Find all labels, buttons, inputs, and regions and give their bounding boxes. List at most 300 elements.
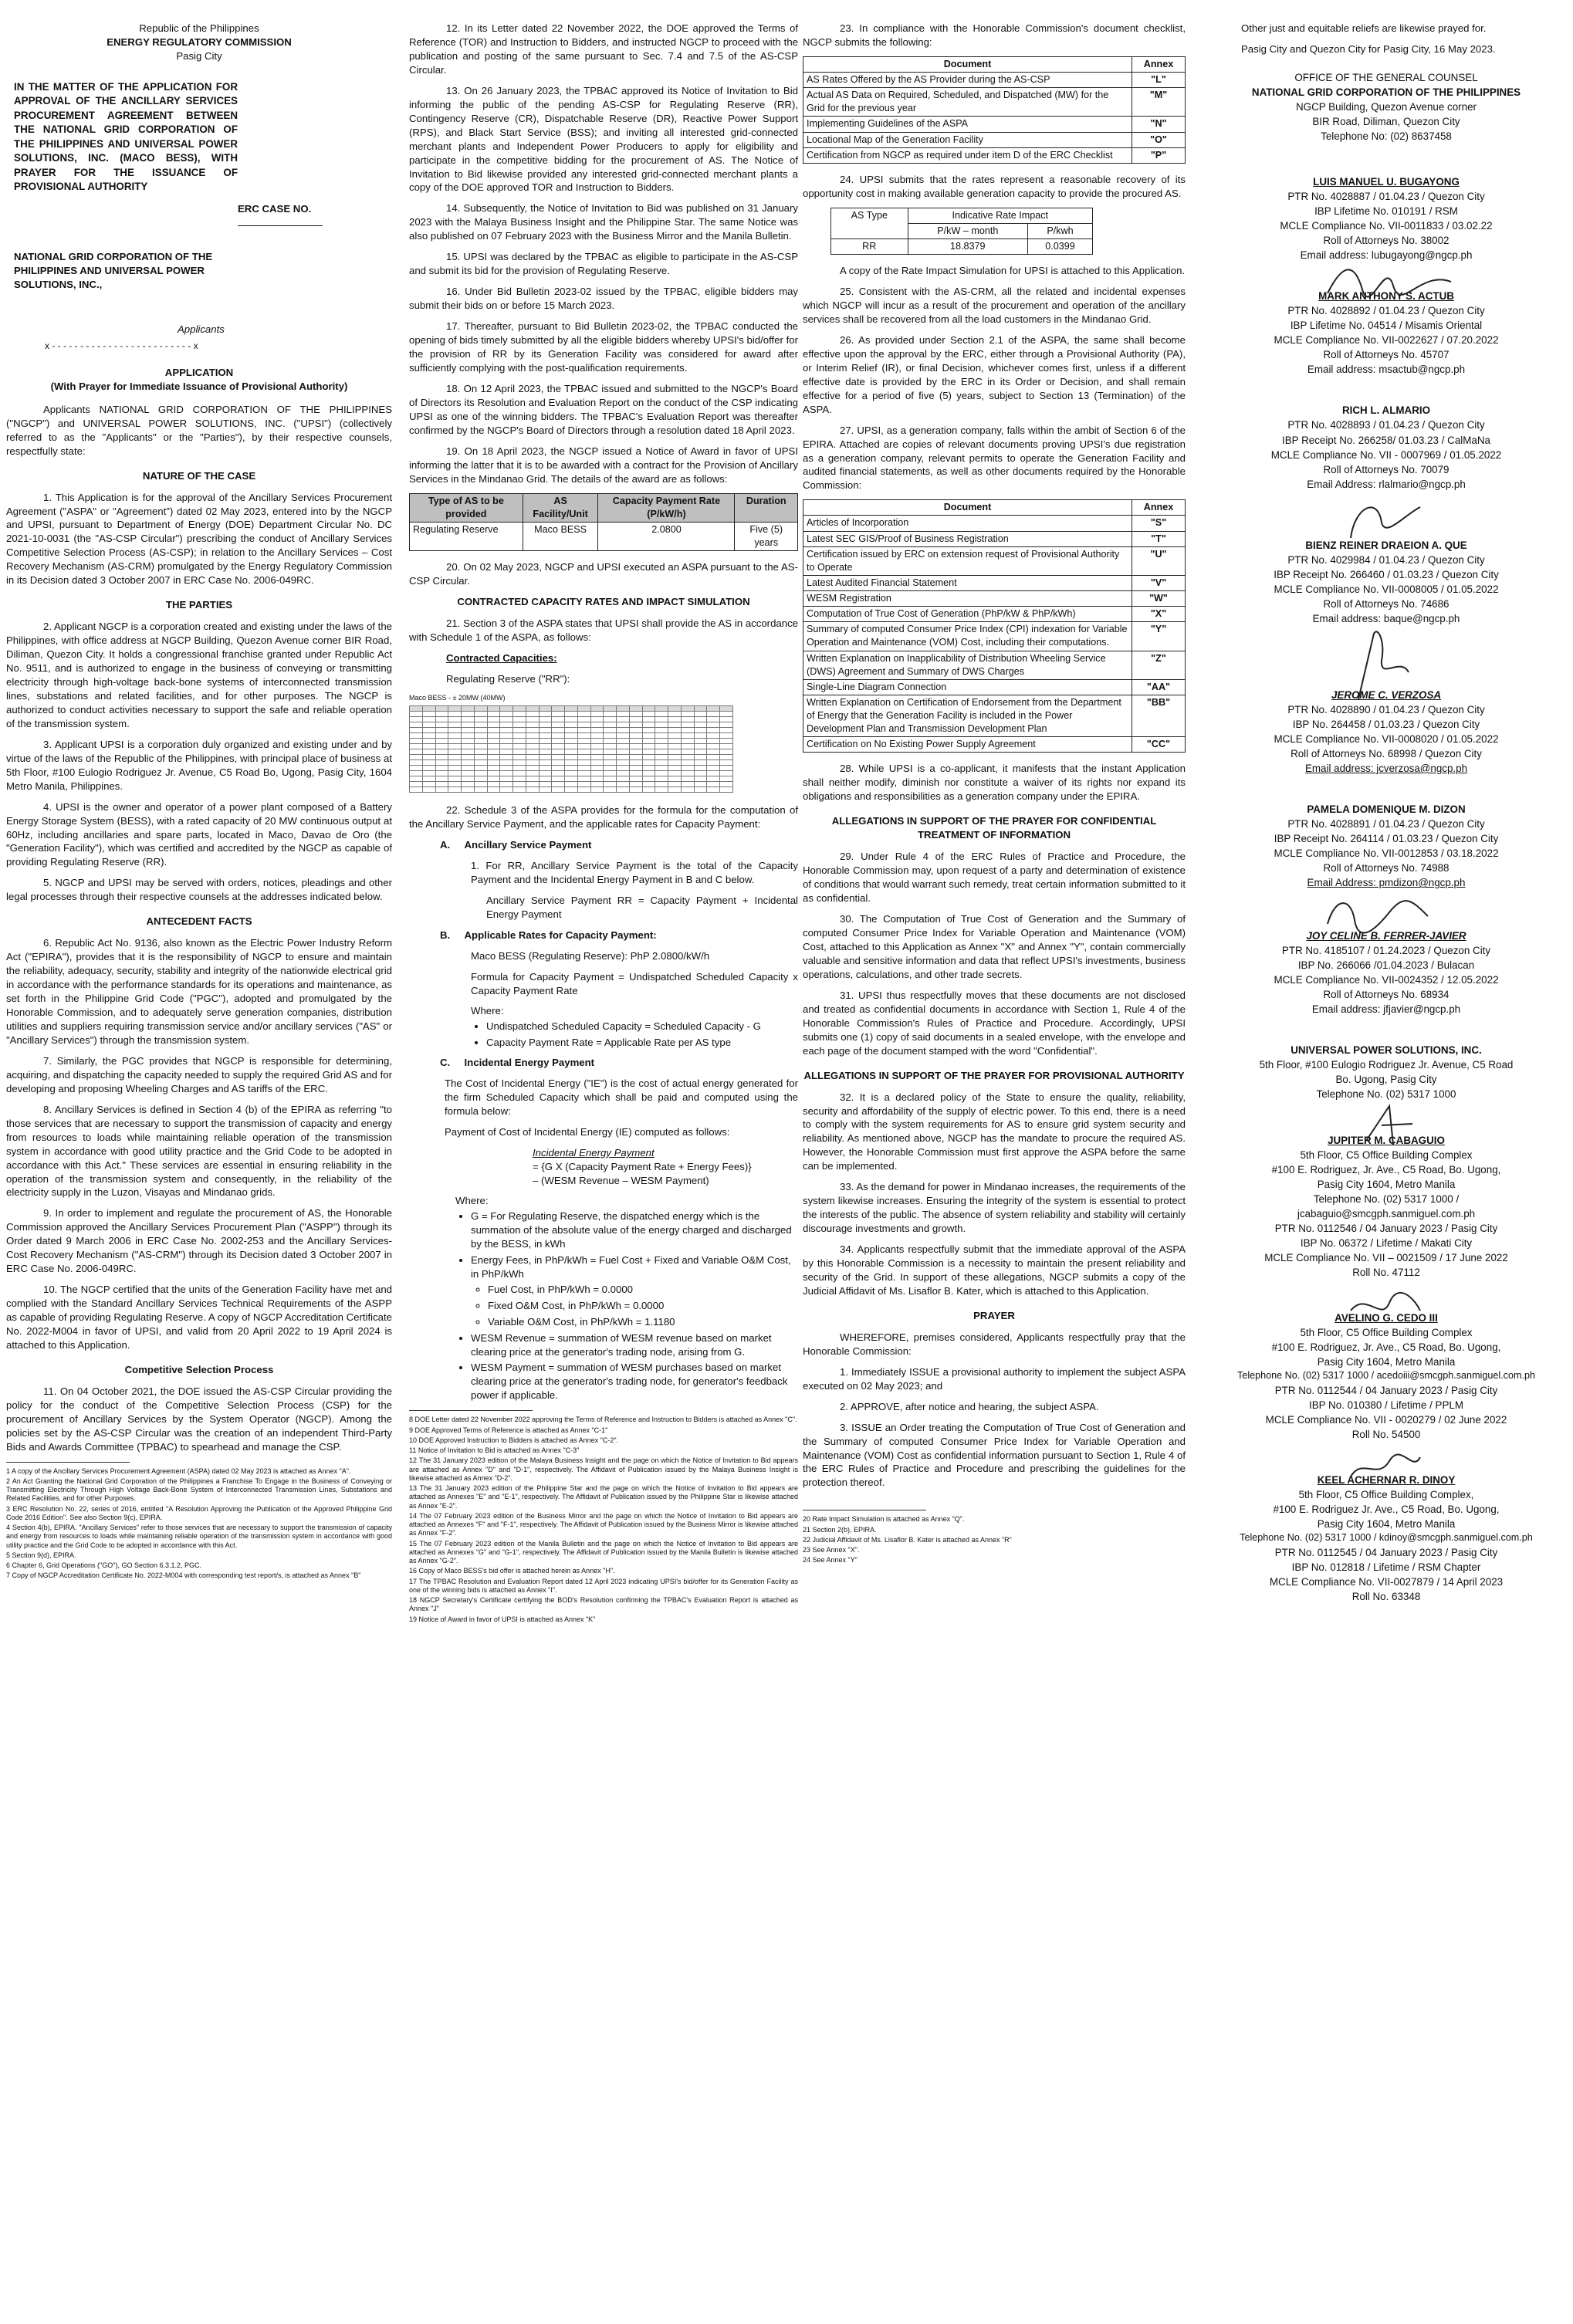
schedule-cell	[487, 717, 500, 722]
schedule-row	[410, 766, 733, 771]
schedule-cell	[474, 722, 487, 728]
schedule-cell	[604, 760, 617, 766]
schedule-cell	[448, 749, 462, 755]
heading-contracted: CONTRACTED CAPACITY RATES AND IMPACT SIMULATION	[457, 596, 750, 607]
table-row	[803, 679, 1186, 695]
schedule-cell	[422, 712, 435, 717]
schedule-cell	[655, 717, 668, 722]
schedule-cell	[694, 755, 707, 760]
republic: Republic of the Philippines	[139, 22, 259, 34]
schedule-cell	[590, 728, 604, 733]
schedule-cell	[604, 787, 617, 793]
schedule-cell	[694, 712, 707, 717]
schedule-cell	[552, 717, 565, 722]
schedule-cell	[474, 739, 487, 744]
schedule-cell	[629, 722, 642, 728]
section-a-text: 1. For RR, Ancillary Service Payment is the total of the Capacity Payment and the Incidental Energy Payment in B and C below.	[471, 859, 798, 885]
case-parties: NATIONAL GRID CORPORATION OF THE PHILIPPINES AND UNIVERSAL POWER SOLUTIONS, INC.,	[14, 250, 213, 290]
schedule-cell	[617, 776, 630, 782]
schedule-cell	[448, 782, 462, 787]
schedule-cell	[410, 706, 423, 712]
schedule-cell	[435, 722, 448, 728]
section-b-letter: B.	[440, 929, 451, 941]
section-c-title: Incidental Energy Payment	[464, 1057, 595, 1069]
section-c-letter: C.	[440, 1057, 451, 1069]
counsel-line: Roll of Attorneys No. 70079	[1323, 463, 1450, 475]
schedule-cell	[539, 749, 552, 755]
schedule-cell	[668, 733, 682, 739]
footnote: 21 Section 2(b), EPIRA.	[803, 1525, 877, 1534]
schedule-cell	[707, 712, 720, 717]
table-cell: "X"	[1132, 607, 1186, 622]
paragraph-9: 9. In order to implement and regulate the procurement of AS, the Honorable Commission approved the Ancillary Services Procurement Plan ("ASPP") through its Order dated 9 March 2006 in ERC Case No. 2002-253 and the Ancillary Services-Cost Recovery Mechanism ("AS-CRM") through its Decision dated 3 October 2007 in ERC Case No. 2006-049RC.	[6, 1207, 392, 1275]
ie-formula-line: = {G X (Capacity Payment Rate + Energy Fees)}	[533, 1161, 752, 1173]
counsel-name: JEROME C. VERZOSA	[1331, 688, 1442, 701]
counsel-block	[1204, 929, 1568, 1017]
schedule-cell	[707, 717, 720, 722]
schedule-cell	[462, 771, 475, 776]
schedule-cell	[435, 766, 448, 771]
schedule-cell	[500, 760, 513, 766]
counsel-line: MCLE Compliance No. VII-0027879 / 14 April 2023	[1269, 1576, 1504, 1588]
schedule-cell	[448, 755, 462, 760]
upsi-line: 5th Floor, #100 Eulogio Rodriguez Jr. Avenue, C5 Road	[1259, 1059, 1514, 1071]
schedule-cell	[526, 717, 539, 722]
counsel-line: MCLE Compliance No. VII-0008005 / 01.05.2022	[1274, 583, 1499, 595]
award-header: Duration	[735, 493, 798, 522]
schedule-cell	[668, 749, 682, 755]
prayer-item: 1. Immediately ISSUE a provisional authority to implement the subject ASPA executed on 02 May 2023; and	[803, 1365, 1186, 1392]
schedule-cell	[720, 717, 733, 722]
schedule-cell	[500, 722, 513, 728]
schedule-cell	[681, 782, 694, 787]
schedule-cell	[720, 744, 733, 749]
paragraph-16: 16. Under Bid Bulletin 2023-02 issued by the TPBAC, eligible bidders may submit their bids on or before 15 March 2023.	[409, 286, 798, 312]
counsel-email: Email Address: pmdizon@ngcp.ph	[1307, 877, 1466, 889]
table-cell: Latest SEC GIS/Proof of Business Registration	[803, 531, 1132, 546]
rate-subheader: P/kW – month	[908, 223, 1028, 238]
footnote: 17 The TPBAC Resolution and Evaluation Report dated 12 April 2023 indicating UPSI's bid/offer for its Generation Facility as one of the winning bids is attached as Annex "I".	[409, 1577, 798, 1594]
schedule-cell	[552, 712, 565, 717]
list-item: • WESM Revenue = summation of WESM revenue based on market clearing price at the generator's trading node, arising from G.	[471, 1331, 798, 1359]
signature-icon	[1343, 1450, 1428, 1488]
award-header: Capacity Payment Rate (P/kW/h)	[598, 493, 735, 522]
ogc-line: Telephone No: (02) 8637458	[1321, 130, 1452, 143]
schedule-cell	[500, 776, 513, 782]
schedule-cell	[462, 776, 475, 782]
table-row	[803, 88, 1186, 117]
schedule-cell	[577, 706, 590, 712]
schedule-cell	[435, 728, 448, 733]
counsel-block	[1204, 802, 1568, 890]
schedule-cell	[462, 728, 475, 733]
section-b-title: Applicable Rates for Capacity Payment:	[464, 929, 657, 941]
paragraph-8: 8. Ancillary Services is defined in Section 4 (b) of the EPIRA as referring "to those services that are necessary to support the transmission of capacity and energy from resources to loads while maintaining reliable operation of the transmission system in accordance with good utility practice and the Grid Code to be adopted in accordance with this Act." These services are essential in ensuring reliability in the operation of the transmission system and consequently, in the reliability of the electricity supply in the Luzon, Visayas and Mindanao grids.	[6, 1103, 392, 1199]
footnote: 22 Judicial Affidavit of Ms. Lisaflor B. Kater is attached as Annex "R"	[803, 1535, 1012, 1544]
schedule-cell	[474, 744, 487, 749]
schedule-cell	[422, 722, 435, 728]
counsel-line: MCLE Compliance No. VII – 0021509 / 17 June 2022	[1264, 1251, 1508, 1263]
schedule-cell	[462, 706, 475, 712]
counsel-block	[1204, 403, 1568, 491]
schedule-cell	[590, 782, 604, 787]
table-cell: "Y"	[1132, 622, 1186, 651]
counsel-line: PTR No. 4185107 / 01.24.2023 / Quezon City	[1281, 945, 1491, 957]
prayer-intro: WHEREFORE, premises considered, Applicants respectfully pray that the Honorable Commission:	[803, 1331, 1186, 1357]
schedule-cell	[565, 782, 578, 787]
schedule-row	[410, 755, 733, 760]
schedule-cell	[422, 739, 435, 744]
table-row	[410, 522, 798, 550]
schedule-cell	[617, 712, 630, 717]
table-row	[803, 516, 1186, 531]
schedule-cell	[410, 722, 423, 728]
schedule-cell	[410, 755, 423, 760]
schedule-cell	[642, 744, 655, 749]
schedule-cell	[694, 739, 707, 744]
list-item	[471, 1253, 798, 1329]
where-label: Where:	[455, 1194, 489, 1206]
schedule-cell	[487, 771, 500, 776]
schedule-cell	[681, 755, 694, 760]
prayer-item: 3. ISSUE an Order treating the Computation of True Cost of Generation and the Summary of computed Consumer Price Index for Variable Operation and Maintenance (VOM) Cost as confidential information pursuant to Section 1, Rule 4 of the ERC Rules of Practice and Procedure and prescribing the guidelines for the protection thereof.	[803, 1421, 1186, 1489]
schedule-cell	[604, 728, 617, 733]
schedule-cell	[604, 749, 617, 755]
schedule-cell	[462, 712, 475, 717]
schedule-cell	[552, 722, 565, 728]
paragraph-6: 6. Republic Act No. 9136, also known as the Electric Power Industry Reform Act ("EPIRA"), provides that it is the responsibility of NGCP to ensure and maintain the reliability, adequacy, security, stability and integrity of the nationwide electrical grid in accordance with the performance standards for its operations and maintenance, as set forth in the Philippine Grid Code ("PGC"), adopted and promulgated by the Honorable Commission, and to adequately serve generation companies, distribution utilities and suppliers requiring transmission service and/or ancillary services ("AS" or "Ancillary Services") through the transmission system.	[6, 937, 392, 1046]
schedule-cell	[448, 771, 462, 776]
schedule-cell	[474, 749, 487, 755]
table-cell: "Z"	[1132, 651, 1186, 679]
ogc-line: NGCP Building, Quezon Avenue corner	[1296, 100, 1477, 113]
footnote: 2 An Act Granting the National Grid Corporation of the Philippines a Franchise To Engage in the Business of Conveying or Transmitting Electricity Through High Voltage Back-Bone System of Interconnected Transmission Lines, Substations and Related Facilities, and for other Purposes.	[6, 1477, 392, 1503]
section-a-title: Ancillary Service Payment	[464, 838, 592, 851]
upsi-line: Bo. Ugong, Pasig City	[1335, 1074, 1437, 1086]
footnote: 10 DOE Approved Instruction to Bidders is attached as Annex "C-2".	[409, 1436, 619, 1444]
table-cell: "P"	[1132, 147, 1186, 163]
schedule-cell	[720, 749, 733, 755]
schedule-cell	[435, 760, 448, 766]
paragraph-24b: A copy of the Rate Impact Simulation for UPSI is attached to this Application.	[840, 265, 1186, 277]
heading-csp: Competitive Selection Process	[124, 1363, 274, 1375]
schedule-cell	[552, 744, 565, 749]
table-row	[803, 591, 1186, 607]
schedule-cell	[655, 712, 668, 717]
counsel-block	[1204, 1473, 1568, 1604]
schedule-cell	[435, 749, 448, 755]
schedule-cell	[604, 712, 617, 717]
schedule-cell	[526, 787, 539, 793]
schedule-cell	[720, 712, 733, 717]
schedule-cell	[720, 776, 733, 782]
schedule-cell	[513, 712, 526, 717]
schedule-cell	[410, 776, 423, 782]
award-header: Type of AS to be provided	[410, 493, 523, 522]
footnote: 14 The 07 February 2023 edition of the Business Mirror and the page on which the Notice of Invitation to Bid appears are attached as Annexes "F" and "F-1", respectively. The Affidavit of Publication issued by the Business Mirror is likewise attached as Annex "F-2".	[409, 1511, 798, 1537]
schedule-cell	[526, 728, 539, 733]
schedule-cell	[617, 722, 630, 728]
schedule-cell	[720, 766, 733, 771]
footnote: 3 ERC Resolution No. 22, series of 2016, entitled "A Resolution Approving the Publication of the Approved Philippine Grid Code 2016 Edition". See also Section 9(c), EPIRA.	[6, 1504, 392, 1521]
case-number-blank	[238, 216, 323, 226]
counsel-line: MCLE Compliance No. VII - 0007969 / 01.05.2022	[1270, 448, 1502, 461]
schedule-cell	[590, 787, 604, 793]
schedule-cell	[448, 717, 462, 722]
table-cell: Written Explanation on Certification of Endorsement from the Department of Energy that the Generation Facility is included in the Power Development Plan and Transmission Development Plan	[803, 695, 1132, 736]
schedule-cell	[577, 782, 590, 787]
schedule-cell	[410, 728, 423, 733]
schedule-cell	[642, 733, 655, 739]
upsi-line: UNIVERSAL POWER SOLUTIONS, INC.	[1291, 1044, 1482, 1057]
counsel-name: LUIS MANUEL U. BUGAYONG	[1313, 176, 1460, 188]
counsel-block	[1204, 538, 1568, 626]
schedule-cell	[422, 766, 435, 771]
commission-city: Pasig City	[176, 49, 222, 62]
schedule-row	[410, 782, 733, 787]
counsel-line: IBP No. 266066 /01.04.2023 / Bulacan	[1297, 959, 1475, 972]
schedule-cell	[629, 787, 642, 793]
counsel-block	[1204, 1133, 1568, 1280]
counsel-line: PTR No. 4028892 / 01.04.23 / Quezon City	[1287, 305, 1485, 317]
schedule-cell	[539, 782, 552, 787]
schedule-cell	[655, 760, 668, 766]
schedule-cell	[552, 760, 565, 766]
table-cell: "AA"	[1132, 679, 1186, 695]
award-cell: Maco BESS	[523, 522, 598, 550]
list-item: • WESM Payment = summation of WESM purchases based on market clearing price at the generator's trading node, for generator's feedback power if applicable.	[471, 1361, 798, 1402]
caption-divider: x - - - - - - - - - - - - - - - - - - - - - - - - - x	[45, 340, 198, 351]
table-row	[803, 73, 1186, 88]
schedule-cell	[487, 749, 500, 755]
award-table	[409, 493, 798, 552]
schedule-cell	[422, 728, 435, 733]
counsel-block	[1204, 1311, 1568, 1442]
schedule-cell	[604, 733, 617, 739]
counsel-line: PTR No. 4028891 / 01.04.23 / Quezon City	[1287, 818, 1485, 830]
schedule-cell	[590, 712, 604, 717]
footnote-rule	[409, 1410, 533, 1411]
schedule-cell	[629, 728, 642, 733]
schedule-cell	[720, 755, 733, 760]
schedule-cell	[577, 760, 590, 766]
schedule-cell	[720, 760, 733, 766]
counsel-line: IBP Lifetime No. 04514 / Misamis Oriental	[1290, 320, 1483, 332]
schedule-cell	[526, 782, 539, 787]
schedule-cell	[552, 706, 565, 712]
paragraph-5: 5. NGCP and UPSI may be served with orders, notices, pleadings and other legal processes through their respective counsels at the addresses indicated below.	[6, 877, 392, 903]
rate-cell: 0.0399	[1028, 238, 1093, 254]
counsel-line: 5th Floor, C5 Office Building Complex	[1300, 1148, 1473, 1161]
schedule-cell	[526, 722, 539, 728]
schedule-row	[410, 739, 733, 744]
schedule-cell	[422, 771, 435, 776]
schedule-cell	[565, 760, 578, 766]
schedule-cell	[565, 766, 578, 771]
table-row	[803, 737, 1186, 753]
schedule-cell	[487, 744, 500, 749]
schedule-cell	[526, 755, 539, 760]
schedule-cell	[720, 728, 733, 733]
schedule-cell	[655, 733, 668, 739]
table-cell: AS Rates Offered by the AS Provider during the AS-CSP	[803, 73, 1132, 88]
schedule-cell	[577, 755, 590, 760]
paragraph-17: 17. Thereafter, pursuant to Bid Bulletin 2023-02, the TPBAC conducted the opening of bids timely submitted by all the eligible bidders whereby UPSI's bid/offer for the provision of RR by its Generation Facility was considered for award after sufficiently complying with the post-qualification requirements.	[409, 320, 798, 374]
counsel-line: IBP No. 264458 / 01.03.23 / Quezon City	[1292, 718, 1480, 730]
schedule-cell	[681, 706, 694, 712]
schedule-cell	[642, 760, 655, 766]
paragraph-15: 15. UPSI was declared by the TPBAC as eligible to participate in the AS-CSP and submit its bid for the provision of Regulating Reserve.	[409, 251, 798, 277]
schedule-cell	[629, 782, 642, 787]
schedule-cell	[410, 766, 423, 771]
schedule-cell	[435, 787, 448, 793]
schedule-cell	[487, 760, 500, 766]
schedule-cell	[539, 728, 552, 733]
where-label: Where:	[471, 1005, 504, 1017]
schedule-cell	[655, 739, 668, 744]
schedule-cell	[668, 776, 682, 782]
schedule-cell	[577, 744, 590, 749]
schedule-cell	[448, 760, 462, 766]
table-cell: Certification from NGCP as required under item D of the ERC Checklist	[803, 147, 1132, 163]
schedule-cell	[462, 722, 475, 728]
schedule-cell	[604, 755, 617, 760]
schedule-cell	[552, 749, 565, 755]
table-row	[803, 622, 1186, 651]
table-cell: Certification on No Existing Power Supply Agreement	[803, 737, 1132, 753]
footnote: 18 NGCP Secretary's Certificate certifying the BOD's Resolution confirming the TPBAC's Evaluation Report is attached as Annex "J"	[409, 1596, 798, 1613]
table-cell: "N"	[1132, 117, 1186, 132]
counsel-line: IBP No. 06372 / Lifetime / Makati City	[1300, 1236, 1473, 1249]
footnote: 15 The 07 February 2023 edition of the Manila Bulletin and the page on which the Notice of Invitation to Bid appears are attached as Annexes "G" and "G-1", respectively. The Affidavit of Publication issued by the Manila Bulletin is likewise attached as Annex "G-2".	[409, 1539, 798, 1565]
schedule-cell	[422, 787, 435, 793]
counsel-line: Pasig City 1604, Metro Manila	[1317, 1355, 1456, 1368]
schedule-cell	[513, 776, 526, 782]
schedule-cell	[707, 787, 720, 793]
column-1	[6, 22, 392, 1582]
schedule-cell	[707, 782, 720, 787]
counsel-line: Roll No. 54500	[1351, 1428, 1421, 1440]
list-item: ◦ Fuel Cost, in PhP/kWh = 0.0000	[488, 1283, 798, 1297]
schedule-cell	[629, 755, 642, 760]
schedule-cell	[474, 782, 487, 787]
schedule-cell	[513, 733, 526, 739]
schedule-cell	[539, 739, 552, 744]
heading-provisional: ALLEGATIONS IN SUPPORT OF THE PRAYER FOR PROVISIONAL AUTHORITY	[803, 1069, 1185, 1081]
schedule-cell	[720, 771, 733, 776]
schedule-cell	[526, 706, 539, 712]
table-cell: "BB"	[1132, 695, 1186, 736]
table-cell: "M"	[1132, 88, 1186, 117]
schedule-cell	[448, 712, 462, 717]
counsel-line: IBP No. 010380 / Lifetime / PPLM	[1309, 1399, 1463, 1411]
schedule-cell	[462, 755, 475, 760]
schedule-cell	[462, 760, 475, 766]
schedule-cell	[577, 749, 590, 755]
schedule-cell	[655, 728, 668, 733]
schedule-cell	[565, 712, 578, 717]
footnote: 7 Copy of NGCP Accreditation Certificate No. 2022-M004 with corresponding test report/s, is attached as Annex "B"	[6, 1571, 361, 1580]
schedule-cell	[410, 771, 423, 776]
applicants-label: Applicants	[178, 323, 225, 335]
schedule-row	[410, 733, 733, 739]
schedule-cell	[629, 717, 642, 722]
column-2	[409, 22, 798, 1625]
counsel-line: Roll of Attorneys No. 74988	[1323, 862, 1450, 874]
schedule-cell	[590, 706, 604, 712]
schedule-cell	[500, 771, 513, 776]
footnote: 13 The 31 January 2023 edition of the Philippine Star and the page on which the Notice of Invitation to Bid appears are attached as Annexes "E" and "E-1", respectively. The Affidavit of Publication issued by the Philippine Star is likewise attached as Annex "E-2".	[409, 1484, 798, 1510]
schedule-cell	[539, 771, 552, 776]
schedule-cell	[668, 787, 682, 793]
counsel-name: JOY CELINE B. FERRER-JAVIER	[1306, 930, 1466, 942]
schedule-cell	[577, 739, 590, 744]
schedule-cell	[422, 706, 435, 712]
document-title: APPLICATION	[164, 366, 234, 378]
paragraph-13: 13. On 26 January 2023, the TPBAC approved its Notice of Invitation to Bid informing the public of the pending AS-CSP for Regulating Reserve (RR), Contingency Reserve (CR), Dispatchable Reserve (DR), Reactive Power Support (RPS), and Black Start Service (BSS); and inviting all interested grid-connected merchant plants and Independent Power Producers to apply for eligibility and participate in the competitive bidding for the procurement of AS. The Notice of Invitation to Bid likewise provided any interested grid-connected merchant plants a copy of the DOE approved TOR and Instruction to Bidders.	[409, 84, 798, 194]
award-cell: 2.0800	[598, 522, 735, 550]
paragraph-32: 32. It is a declared policy of the State to ensure the quality, reliability, security and affordability of the supply of electric power. To this end, there is a need to comply with the system requirements for AS to ensure grid system security and reliability. As mentioned above, NGCP has the mandate to procure the required AS. However, the Honorable Commission must first approve the ASPA before the same can be implemented.	[803, 1091, 1186, 1172]
counsel-line: Pasig City 1604, Metro Manila	[1317, 1178, 1456, 1190]
schedule-cell	[681, 712, 694, 717]
schedule-cell	[642, 712, 655, 717]
schedule-cell	[565, 728, 578, 733]
counsel-line: Telephone No. (02) 5317 1000 /	[1313, 1192, 1460, 1205]
schedule-cell	[422, 782, 435, 787]
table-row	[803, 132, 1186, 147]
schedule-row	[410, 776, 733, 782]
schedule-cell	[655, 771, 668, 776]
counsel-line: PTR No. 0112544 / 04 January 2023 / Pasig City	[1274, 1384, 1498, 1396]
schedule-cell	[707, 744, 720, 749]
schedule-cell	[565, 744, 578, 749]
schedule-cell	[617, 739, 630, 744]
schedule-cell	[604, 717, 617, 722]
schedule-cell	[552, 766, 565, 771]
schedule-row	[410, 771, 733, 776]
schedule-cell	[694, 760, 707, 766]
case-number-label: ERC CASE NO.	[238, 202, 312, 215]
table-header: Document	[803, 500, 1132, 516]
schedule-cell	[668, 717, 682, 722]
list-item: • G = For Regulating Reserve, the dispatched energy which is the summation of the absolute value of the energy charged and discharged by the BESS, in kWh	[471, 1209, 798, 1251]
schedule-cell	[694, 717, 707, 722]
schedule-cell	[720, 739, 733, 744]
schedule-cell	[487, 706, 500, 712]
schedule-cell	[539, 787, 552, 793]
schedule-cell	[720, 782, 733, 787]
schedule-cell	[590, 771, 604, 776]
schedule-cell	[642, 722, 655, 728]
schedule-cell	[565, 755, 578, 760]
schedule-cell	[500, 749, 513, 755]
award-header: AS Facility/Unit	[523, 493, 598, 522]
paragraph-21: 21. Section 3 of the ASPA states that UPSI shall provide the AS in accordance with Schedule 1 of the ASPA, as follows:	[409, 617, 798, 643]
paragraph-30: 30. The Computation of True Cost of Generation and the Summary of computed Consumer Price Index for Variable Operation and Maintenance (VOM) Cost, attached to this Application as Annex "X" and Annex "Y", contain commercially valuable and sensitive information and data that reflect UPSI's investments, business operations, calculations, and other trade secrets.	[803, 913, 1186, 980]
document-subtitle: (With Prayer for Immediate Issuance of Provisional Authority)	[50, 380, 348, 392]
schedule-cell	[694, 776, 707, 782]
schedule-cell	[604, 771, 617, 776]
schedule-cell	[422, 755, 435, 760]
schedule-cell	[474, 771, 487, 776]
rate-header: Indicative Rate Impact	[908, 208, 1092, 223]
regulating-reserve-label: Regulating Reserve ("RR"):	[446, 672, 570, 685]
signature-icon	[1320, 255, 1459, 309]
paragraph-22: 22. Schedule 3 of the ASPA provides for the formula for the computation of the Ancillary Service Payment, and the applicable rates for Capacity Payment:	[409, 804, 798, 830]
paragraph-25: 25. Consistent with the AS-CRM, all the related and incidental expenses which NGCP will incur as a result of the procurement and operation of the ancillary services shall be recovered from all the load customers in the Mindanao Grid.	[803, 286, 1186, 325]
heading-nature: NATURE OF THE CASE	[142, 469, 256, 482]
counsel-name: KEEL ACHERNAR R. DINOY	[1317, 1473, 1456, 1486]
